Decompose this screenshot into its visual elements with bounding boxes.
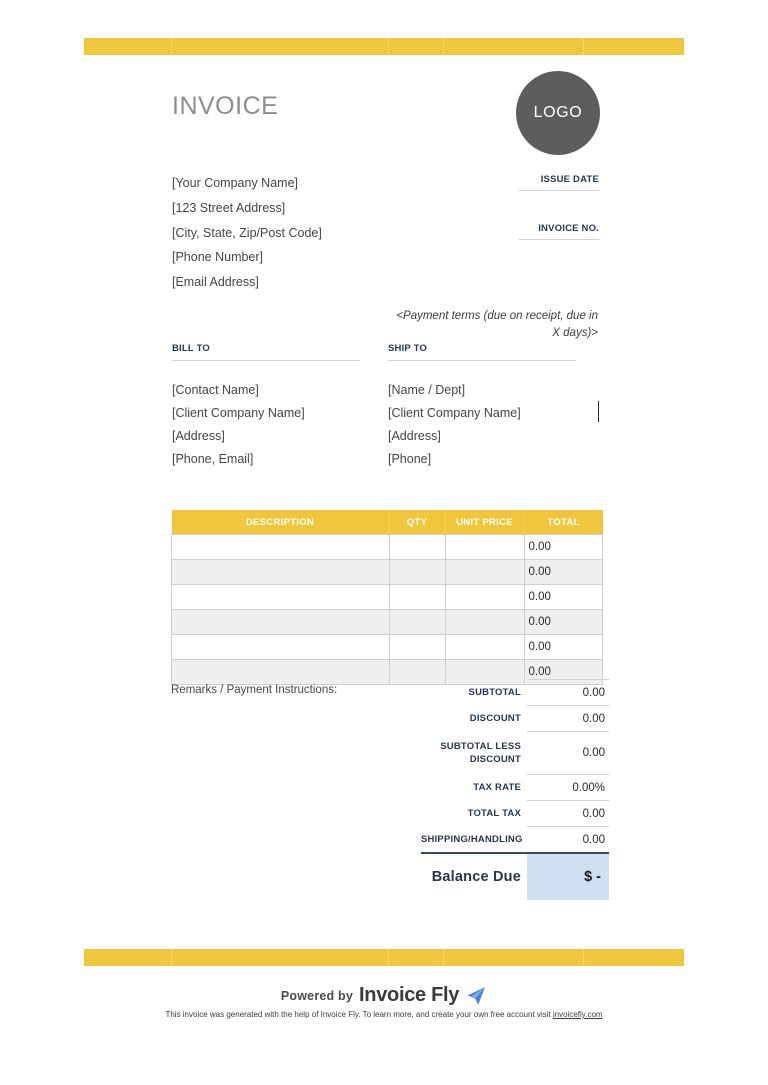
cell-description[interactable]: [172, 635, 390, 660]
line-items-table: [171, 510, 603, 685]
accent-bar-segment: [584, 949, 684, 966]
bill-to-rule: [172, 359, 360, 361]
totals-value[interactable]: 0.00: [527, 706, 609, 732]
totals-label: DISCOUNT: [469, 713, 521, 724]
totals-row-total-tax: [421, 801, 609, 827]
totals-row-tax-rate: [421, 775, 609, 801]
top-accent-bar: [84, 38, 684, 55]
table-row[interactable]: [172, 585, 603, 610]
invoicefly-link[interactable]: invoicefly.com: [552, 1010, 603, 1019]
cell-description[interactable]: [172, 660, 390, 685]
company-line[interactable]: [Your Company Name]: [172, 176, 298, 190]
totals-row-subtotal-less-discount: [421, 732, 609, 775]
column-header-total: TOTAL: [524, 510, 603, 535]
company-line[interactable]: [Email Address]: [172, 275, 259, 290]
invoice-number-label: INVOICE NO.: [538, 223, 599, 234]
remarks-label[interactable]: Remarks / Payment Instructions:: [171, 684, 338, 696]
footer-branding: [0, 984, 768, 1007]
ship-to-heading: SHIP TO: [388, 343, 428, 354]
cell-unit-price[interactable]: [445, 610, 524, 635]
ship-to-block: [388, 343, 576, 471]
bill-to-heading: BILL TO: [172, 343, 210, 354]
invoice-number-input-rule[interactable]: [519, 238, 599, 240]
table-row[interactable]: [172, 560, 603, 585]
powered-by-label: Powered by: [280, 988, 354, 1003]
cell-description[interactable]: [172, 610, 390, 635]
bill-to-line[interactable]: [Client Company Name]: [172, 406, 305, 420]
ship-to-line[interactable]: [Address]: [388, 429, 441, 443]
company-line[interactable]: [123 Street Address]: [172, 200, 286, 215]
totals-value[interactable]: 0.00: [527, 827, 609, 854]
bill-to-line[interactable]: [Phone, Email]: [172, 452, 254, 466]
accent-bar-segment: [172, 949, 389, 966]
page-title: INVOICE: [172, 92, 279, 120]
text-cursor: [598, 401, 599, 422]
totals-value[interactable]: 0.00%: [527, 775, 609, 801]
bill-to-line[interactable]: [Contact Name]: [172, 383, 259, 397]
table-row[interactable]: [172, 535, 603, 560]
totals-label: SUBTOTAL: [468, 687, 521, 698]
cell-description[interactable]: [172, 535, 390, 560]
table-row[interactable]: [172, 610, 603, 635]
totals-label: TAX RATE: [473, 782, 521, 793]
totals-row-subtotal: [421, 680, 609, 706]
totals-label: SHIPPING/HANDLING: [421, 833, 523, 845]
cell-total: 0.00: [524, 585, 603, 610]
cell-description[interactable]: [172, 585, 390, 610]
cell-total: 0.00: [524, 660, 603, 685]
balance-due-label: Balance Due: [421, 853, 527, 900]
cell-unit-price[interactable]: [445, 635, 524, 660]
issue-date-label: ISSUE DATE: [540, 174, 599, 185]
accent-bar-segment: [389, 949, 444, 966]
accent-bar-segment: [389, 38, 444, 55]
invoice-number-field[interactable]: [519, 223, 599, 240]
cell-unit-price[interactable]: [445, 585, 524, 610]
accent-bar-segment: [444, 38, 584, 55]
totals-row-balance-due: [421, 853, 609, 900]
ship-to-rule: [388, 359, 576, 361]
bill-to-block: [172, 343, 360, 471]
ship-to-line[interactable]: [Name / Dept]: [388, 383, 466, 397]
cell-qty[interactable]: [389, 635, 445, 660]
paper-plane-icon: [465, 986, 487, 1006]
company-info-block: [172, 171, 432, 295]
logo-label: LOGO: [533, 104, 583, 121]
cell-total: 0.00: [524, 560, 603, 585]
company-line[interactable]: [City, State, Zip/Post Code]: [172, 225, 322, 240]
issue-date-field[interactable]: [519, 174, 599, 191]
bottom-accent-bar: [84, 949, 684, 966]
bill-to-line[interactable]: [Address]: [172, 429, 225, 443]
cell-total: 0.00: [524, 610, 603, 635]
column-header-description: DESCRIPTION: [172, 510, 390, 535]
table-header-row: [172, 510, 603, 535]
totals-label: SUBTOTAL LESS DISCOUNT: [440, 741, 521, 765]
ship-to-line[interactable]: [Client Company Name]: [388, 406, 521, 420]
totals-row-discount: [421, 706, 609, 732]
column-header-qty: QTY: [389, 510, 445, 535]
totals-value: 0.00: [527, 732, 609, 775]
totals-label: TOTAL TAX: [467, 808, 521, 819]
cell-description[interactable]: [172, 560, 390, 585]
logo-placeholder[interactable]: [516, 71, 600, 155]
cell-total: 0.00: [524, 535, 603, 560]
cell-qty[interactable]: [389, 535, 445, 560]
cell-unit-price[interactable]: [445, 560, 524, 585]
footer-disclaimer: [0, 1010, 768, 1019]
ship-to-line[interactable]: [Phone]: [388, 452, 432, 466]
accent-bar-segment: [84, 38, 172, 55]
cell-unit-price[interactable]: [445, 535, 524, 560]
brand-name: Invoice Fly: [359, 984, 460, 1006]
totals-row-shipping-handling: [421, 827, 609, 854]
accent-bar-segment: [584, 38, 684, 55]
cell-qty[interactable]: [389, 585, 445, 610]
totals-value: 0.00: [527, 680, 609, 706]
accent-bar-segment: [444, 949, 584, 966]
totals-value: 0.00: [527, 801, 609, 827]
column-header-unit-price: UNIT PRICE: [445, 510, 524, 535]
footer-note-text: This invoice was generated with the help of Invoice Fly. To learn more, and create your own free account visit: [165, 1010, 553, 1019]
balance-due-value: $ -: [527, 853, 609, 900]
issue-date-input-rule[interactable]: [519, 189, 599, 191]
company-line[interactable]: [Phone Number]: [172, 250, 264, 265]
accent-bar-segment: [172, 38, 389, 55]
accent-bar-segment: [84, 949, 172, 966]
table-row[interactable]: [172, 635, 603, 660]
cell-qty[interactable]: [389, 610, 445, 635]
cell-total: 0.00: [524, 635, 603, 660]
totals-table: [421, 679, 609, 900]
payment-terms-text[interactable]: <Payment terms (due on receipt, due in X days)>: [396, 310, 598, 339]
cell-qty[interactable]: [389, 560, 445, 585]
